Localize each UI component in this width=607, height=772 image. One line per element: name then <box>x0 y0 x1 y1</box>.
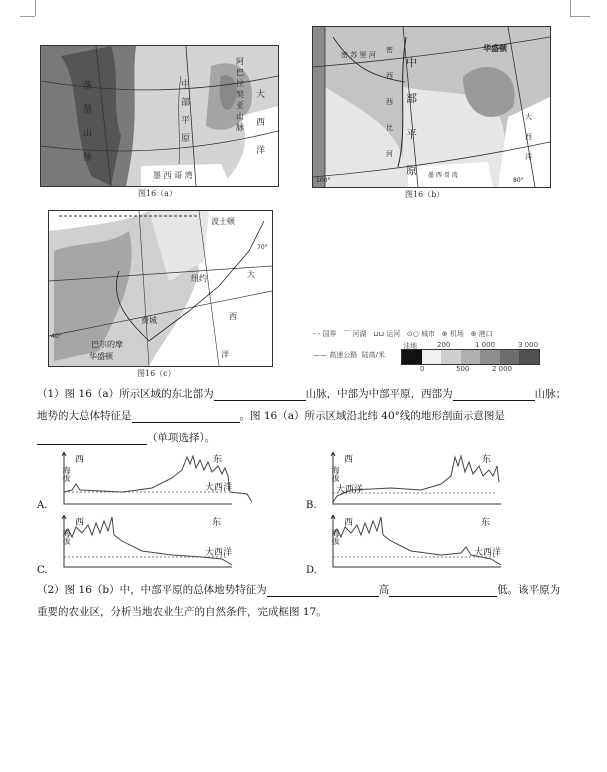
elevation-swatch <box>480 350 500 364</box>
corner-mark <box>570 0 571 16</box>
elevation-swatch <box>402 350 422 364</box>
axis-label-elevation: 海拔 <box>62 529 71 545</box>
label-lon-100: 100° <box>316 177 331 184</box>
option-letter: A. <box>37 500 48 511</box>
label-philadelphia: 费城 <box>141 316 157 325</box>
profile-chart <box>331 515 531 571</box>
q1-text: （单项选择）。 <box>147 432 216 444</box>
question-2-line-1 <box>37 582 560 597</box>
answer-blank-high[interactable] <box>267 585 379 597</box>
q2-text: 高 <box>378 584 390 596</box>
label-baltimore: 巴尔的摩 <box>91 340 123 349</box>
elevation-swatch <box>422 350 442 364</box>
q1-text: 山脉，中部为中部平原，西部为 <box>305 388 453 400</box>
label-east: 东 <box>212 518 222 528</box>
label-washington: 华盛顿 <box>89 352 113 361</box>
q1-text: 。图 16（a）所示区域沿北纬 40°线的地形剖面示意图是 <box>239 410 505 422</box>
question-1-line-3 <box>37 430 215 445</box>
axis-label-elevation: 海拔 <box>62 466 71 482</box>
elevation-scale <box>401 349 540 365</box>
label-atlantic: 大西洋 <box>474 548 502 558</box>
elevation-swatch <box>441 350 461 364</box>
answer-blank-ne-mountains[interactable] <box>214 389 306 401</box>
answer-blank-w-mountains[interactable] <box>453 389 535 401</box>
legend-tick: 1 000 <box>475 341 496 349</box>
label-missouri-river: 密 苏 里 河 <box>341 51 376 59</box>
label-gulf: 墨 西 哥 湾 <box>428 172 458 179</box>
profile-chart <box>62 515 262 571</box>
question-1-line-2 <box>37 408 505 423</box>
label-atlantic-2: 西 <box>229 312 237 321</box>
label-lon-70: 70° <box>257 244 268 251</box>
answer-blank-choice[interactable] <box>37 433 147 445</box>
map-16a <box>40 45 279 187</box>
label-atlantic-1: 大 <box>247 270 255 279</box>
q2-text: 低。该平原为 <box>497 584 561 596</box>
option-letter: C. <box>37 565 48 576</box>
label-mississippi-river: 密西西比河 <box>386 46 393 158</box>
option-c[interactable] <box>37 515 237 576</box>
label-atlantic: 大西洋 <box>525 113 532 161</box>
axis-label-elevation: 海拔 <box>331 466 340 482</box>
legend-tick: 2 000 <box>492 365 513 373</box>
label-west: 西 <box>344 518 354 528</box>
caption-16a: 图16（a） <box>138 189 177 198</box>
map-16c <box>48 210 273 367</box>
label-atlantic: 大西洋 <box>205 483 233 493</box>
label-west: 西 <box>75 518 85 528</box>
terrain-profile <box>333 456 499 502</box>
legend-tick: 500 <box>456 365 470 373</box>
caption-16c: 图16（c） <box>137 369 176 378</box>
q1-text: 地势的大总体特征是 <box>37 410 132 422</box>
label-appalachian: 阿巴拉契亚山脉 <box>236 57 244 132</box>
legend-tick: 200 <box>437 341 451 349</box>
legend-tick: 洼地 <box>403 342 417 350</box>
elevation-swatch <box>500 350 520 364</box>
option-letter: D. <box>306 565 317 576</box>
legend-row-2: —— 高速公路 陆高/米 <box>313 351 386 359</box>
legend-tick: 3 000 <box>518 341 539 349</box>
corner-mark <box>570 16 590 17</box>
terrain-profile <box>64 456 252 502</box>
option-letter: B. <box>306 500 317 511</box>
label-new-york: 纽约 <box>191 274 207 283</box>
label-lat-40: 40° <box>51 333 62 340</box>
legend-tick: 0 <box>420 365 425 373</box>
q1-text: 山脉； <box>534 388 567 400</box>
label-central-plain: 中部平原 <box>181 80 191 144</box>
question-1-line-1 <box>37 386 566 401</box>
q1-text: （1）图 16（a）所示区域的东北部为 <box>37 388 214 400</box>
label-atlantic-3: 洋 <box>221 350 229 359</box>
label-east: 东 <box>482 455 492 465</box>
label-boston: 波士顿 <box>211 217 235 226</box>
label-atlantic: 大西洋 <box>205 548 233 558</box>
answer-blank-low[interactable] <box>389 585 497 597</box>
q2-text: （2）图 16（b）中，中部平原的总体地势特征为 <box>37 584 267 596</box>
elevation-swatch <box>461 350 481 364</box>
label-rocky-mountains: 落基山脉 <box>83 81 93 163</box>
label-east: 东 <box>213 455 223 465</box>
corner-mark <box>20 16 35 17</box>
option-b[interactable] <box>306 452 506 510</box>
option-d[interactable] <box>306 515 506 576</box>
axis-label-elevation: 海拔 <box>331 529 340 545</box>
profile-chart <box>331 452 531 508</box>
label-central-plain: 中部平原 <box>406 56 417 177</box>
legend-row-1: - - 国界 ⌒ 河湖 ⊔⊔ 运河 ⊙○ 城市 ⊕ 机场 ⊕ 港口 <box>313 330 493 338</box>
label-atlantic: 大西洋 <box>256 90 266 156</box>
caption-16b: 图16（b） <box>405 190 445 199</box>
label-atlantic: 大西洋 <box>336 485 364 495</box>
label-west: 西 <box>75 455 85 465</box>
label-lon-80: 80° <box>513 177 524 184</box>
q2-text: 重要的农业区，分析当地农业生产的自然条件，完成框图 17。 <box>37 606 327 618</box>
option-a[interactable] <box>37 452 237 510</box>
map-16b <box>312 26 551 188</box>
question-2-line-2 <box>37 604 327 619</box>
label-washington: 华盛顿 <box>483 44 507 53</box>
label-gulf: 墨 西 哥 湾 <box>153 171 193 180</box>
corner-mark <box>35 0 36 16</box>
answer-blank-terrain[interactable] <box>132 411 240 423</box>
label-west: 西 <box>344 455 354 465</box>
elevation-swatch <box>519 350 539 364</box>
label-east: 东 <box>481 518 491 528</box>
